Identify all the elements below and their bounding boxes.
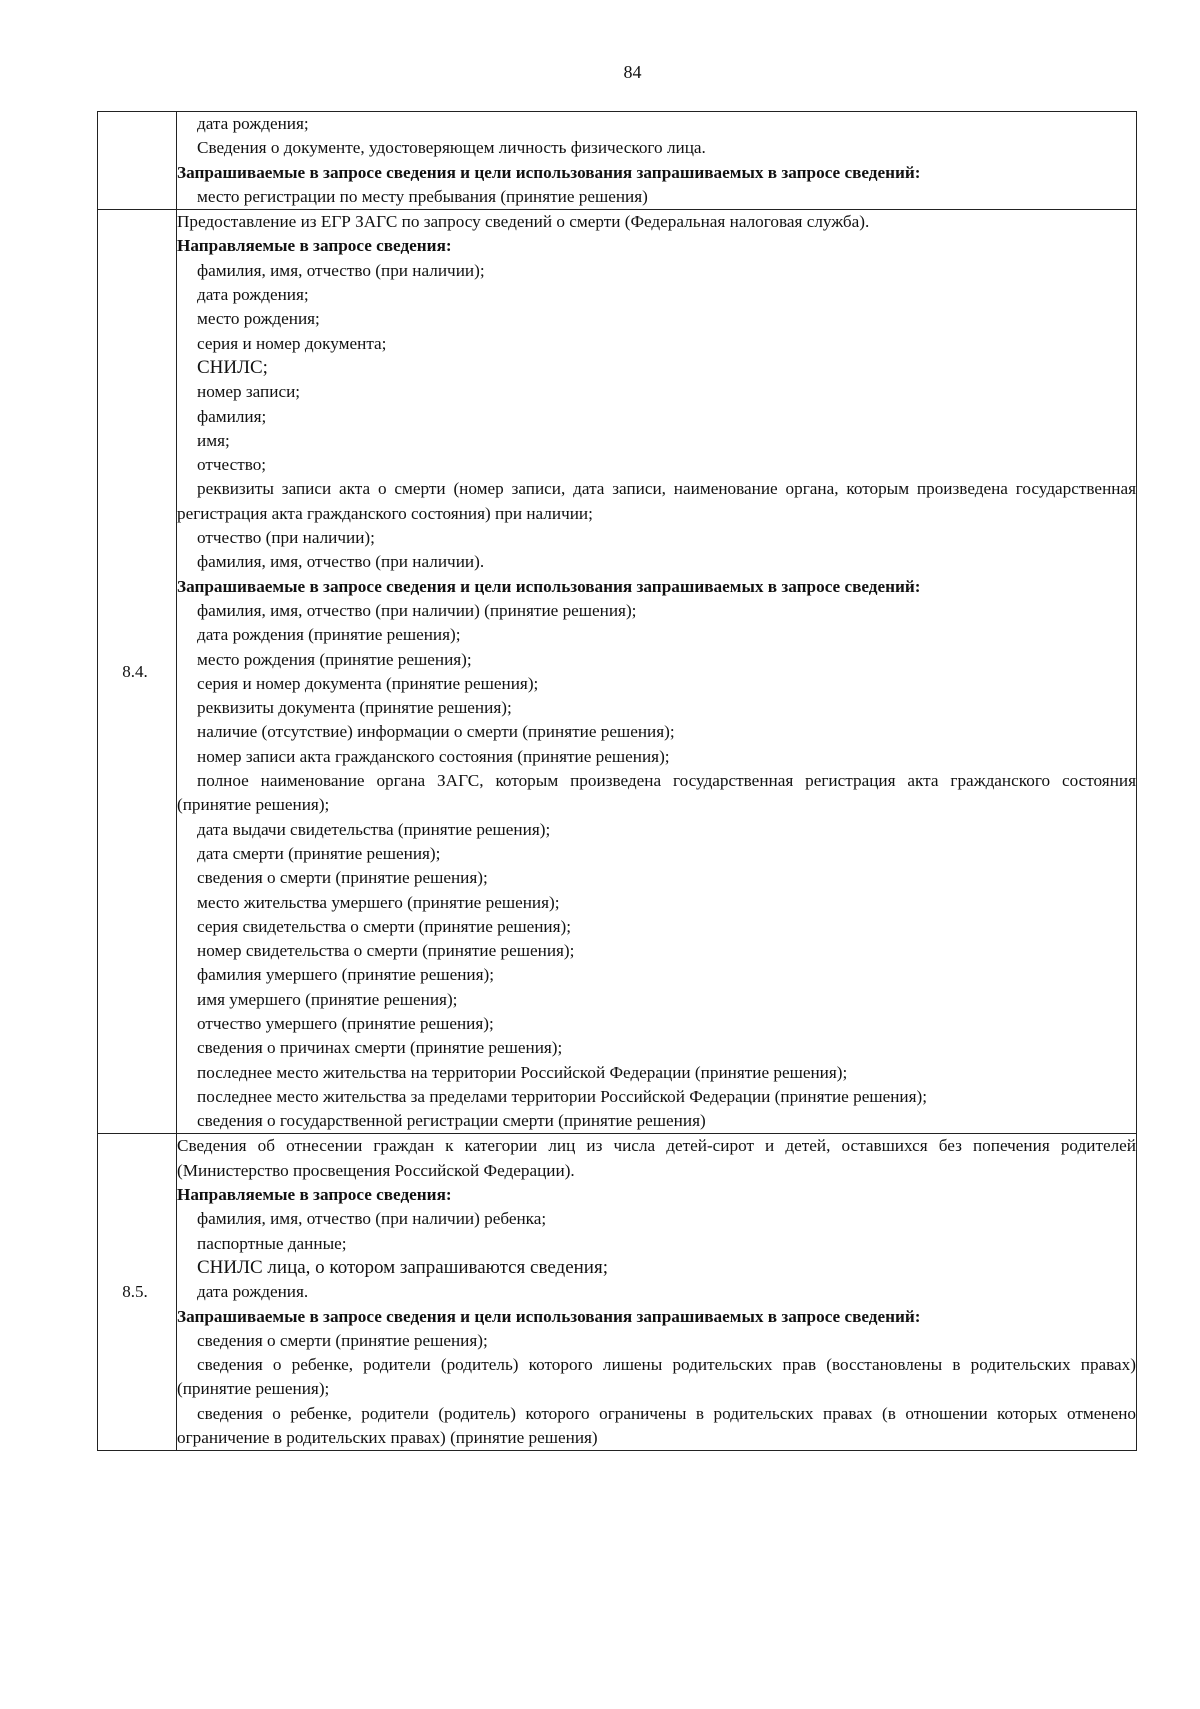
page-number: 84 xyxy=(623,62,642,82)
row-number: 8.5. xyxy=(98,1134,177,1451)
content-line: дата рождения; xyxy=(197,114,309,133)
content-line: имя; xyxy=(197,430,230,450)
document-table xyxy=(97,111,1137,1451)
section-heading: Запрашиваемые в запросе сведения и цели использования запрашиваемых в запросе сведений: xyxy=(177,576,921,596)
content-line: паспортные данные; xyxy=(197,1233,347,1253)
content-line: номер свидетельства о смерти (принятие решения); xyxy=(197,941,575,961)
content-line: имя умершего (принятие решения); xyxy=(197,989,458,1009)
section-heading: Запрашиваемые в запросе сведения и цели использования запрашиваемых в запросе сведений: xyxy=(177,162,921,182)
content-line: СНИЛС лица, о котором запрашиваются сведения; xyxy=(197,1256,608,1278)
content-line: сведения о ребенке, родители (родитель) которого ограничены в родительских правах (в отношении которых отменено ограничение в родительских правах) (принятие решения) xyxy=(177,1403,1136,1448)
content-line: серия свидетельства о смерти (принятие решения); xyxy=(197,916,572,936)
table-row xyxy=(98,112,1137,210)
content-line: номер записи; xyxy=(197,382,301,402)
section-heading: Направляемые в запросе сведения: xyxy=(177,1185,452,1205)
content-line: наличие (отсутствие) информации о смерти (принятие решения); xyxy=(197,722,675,742)
content-line: реквизиты документа (принятие решения); xyxy=(197,698,512,718)
content-line: сведения о смерти (принятие решения); xyxy=(197,868,488,888)
content-line: сведения о смерти (принятие решения); xyxy=(197,1330,488,1350)
content-line: дата смерти (принятие решения); xyxy=(197,843,441,863)
content-line: серия и номер документа (принятие решения); xyxy=(197,673,539,693)
content-line: фамилия умершего (принятие решения); xyxy=(197,965,494,985)
content-line: фамилия, имя, отчество (при наличии) (принятие решения); xyxy=(197,600,637,620)
content-line: дата рождения. xyxy=(197,1282,309,1302)
content-line: серия и номер документа; xyxy=(197,333,387,353)
table-body xyxy=(98,112,1137,1451)
table-row xyxy=(98,1134,1137,1451)
content-line: сведения о ребенке, родители (родитель) которого лишены родительских прав (восстановлены в родительских правах) (принятие решения); xyxy=(177,1355,1136,1399)
row-number: 8.4. xyxy=(98,210,177,1134)
content-line: дата рождения; xyxy=(197,285,309,305)
table-row xyxy=(98,210,1137,1134)
section-heading: Направляемые в запросе сведения: xyxy=(177,236,452,256)
section-heading: Запрашиваемые в запросе сведения и цели использования запрашиваемых в запросе сведений: xyxy=(177,1306,921,1326)
content-line: Предоставление из ЕГР ЗАГС по запросу сведений о смерти (Федеральная налоговая служба). xyxy=(177,212,870,232)
content-line: сведения о причинах смерти (принятие решения); xyxy=(197,1038,563,1058)
content-line: СНИЛС; xyxy=(197,356,268,378)
content-line: место рождения (принятие решения); xyxy=(197,649,472,669)
row-content xyxy=(177,112,1137,210)
content-line: фамилия; xyxy=(197,406,267,426)
content-line: сведения о государственной регистрации смерти (принятие решения) xyxy=(197,1111,706,1131)
content-line: Сведения о документе, удостоверяющем личность физического лица. xyxy=(197,138,706,158)
content-line: реквизиты записи акта о смерти (номер записи, дата записи, наименование органа, которым произведена государственная регистрация акта гражданского состояния) при наличии; xyxy=(177,479,1136,523)
content-line: фамилия, имя, отчество (при наличии) ребенка; xyxy=(197,1209,547,1229)
row-number xyxy=(98,112,177,210)
content-line: место рождения; xyxy=(197,309,320,329)
row-content xyxy=(177,210,1137,1134)
content-line: дата рождения (принятие решения); xyxy=(197,625,461,645)
content-line: фамилия, имя, отчество (при наличии); xyxy=(197,260,485,280)
content-line: последнее место жительства за пределами территории Российской Федерации (принятие решения); xyxy=(197,1086,927,1106)
content-line: фамилия, имя, отчество (при наличии). xyxy=(197,552,485,572)
content-line: отчество; xyxy=(197,455,267,475)
content-line: место регистрации по месту пребывания (принятие решения) xyxy=(197,186,648,206)
content-line: Сведения об отнесении граждан к категории лиц из числа детей-сирот и детей, оставшихся без попечения родителей (Министерство просвещения Российской Федерации). xyxy=(177,1136,1136,1180)
content-line: последнее место жительства на территории Российской Федерации (принятие решения); xyxy=(197,1062,848,1082)
content-line: отчество (при наличии); xyxy=(197,528,375,548)
content-line: отчество умершего (принятие решения); xyxy=(197,1013,494,1033)
content-line: полное наименование органа ЗАГС, которым произведена государственная регистрация акта гражданского состояния (принятие решения); xyxy=(177,771,1136,815)
content-line: дата выдачи свидетельства (принятие решения); xyxy=(197,819,551,839)
content-line: место жительства умершего (принятие решения); xyxy=(197,892,560,912)
row-content xyxy=(177,1134,1137,1451)
content-line: номер записи акта гражданского состояния (принятие решения); xyxy=(197,746,670,766)
